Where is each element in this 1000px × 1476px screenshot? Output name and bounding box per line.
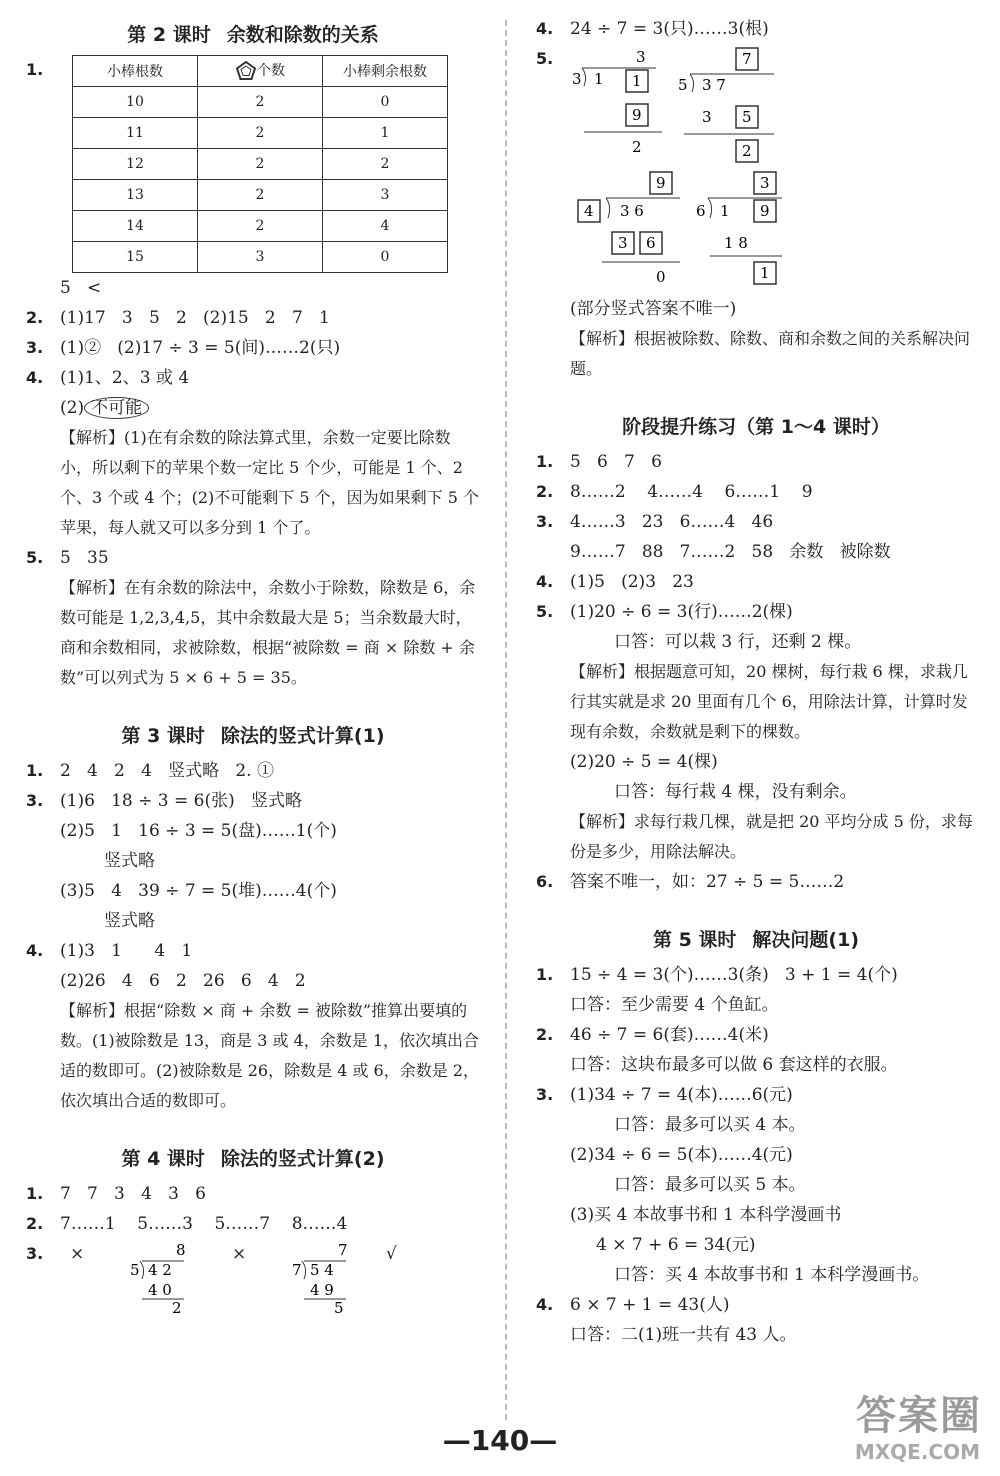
svg-text:3 6: 3 6 <box>620 202 644 220</box>
table-header: 小棒剩余根数 <box>323 56 448 87</box>
stage-q5a: 5. (1)20 ÷ 6 = 3(行)……2(棵) <box>536 602 793 622</box>
lesson4-q5-note: (部分竖式答案不唯一) <box>570 299 737 319</box>
lesson4-q5-explanation: 【解析】根据被除数、除数、商和余数之间的关系解决问题。 <box>570 329 971 378</box>
stage-q2: 2. 8……2 4……4 6……1 9 <box>536 482 813 502</box>
svg-text:4 2: 4 2 <box>148 1261 172 1279</box>
lesson5-q3c: (3)买 4 本故事书和 1 本科学漫画书 <box>570 1205 842 1225</box>
lesson4-heading: 第 4 课时 除法的竖式计算(2) <box>121 1148 385 1170</box>
svg-text:1: 1 <box>632 72 642 90</box>
lesson5-q3c-calc: 4 × 7 + 6 = 34(元) <box>596 1235 756 1255</box>
table-row: 15 3 0 <box>73 242 448 273</box>
lesson3-q4-explanation: 【解析】根据“除数 × 商 + 余数 = 被除数”推算出要填的数。(1)被除数是 13，商是 3 或 4，余数是 1，依次填出合适的数即可。(2)被除数是 26，除数是 4 或 6，余数是 2，依次填出合适的数即可。 <box>60 1001 479 1110</box>
lesson3-q3c: (3)5 4 39 ÷ 7 = 5(堆)……4(个) <box>60 881 337 901</box>
mark-wrong: × <box>232 1244 247 1264</box>
svg-text:9: 9 <box>632 106 642 124</box>
stage-q5a-explanation: 【解析】根据题意可知，20 棵树，每行栽 6 棵，求栽几行其实就是求 20 里面有几个 6，用除法计算，计算时发现有余数，余数就是剩下的棵数。 <box>570 662 968 741</box>
long-division-fill-3 <box>576 170 686 294</box>
lesson2-q5: 5. 5 35 <box>26 548 109 568</box>
lesson4-q2: 2. 7……1 5……3 5……7 8……4 <box>26 1214 348 1234</box>
svg-text:3 7: 3 7 <box>702 76 726 94</box>
lesson5-q3b: (2)34 ÷ 6 = 5(本)……4(元) <box>570 1145 793 1165</box>
lesson3-q3a: 3. (1)6 18 ÷ 3 = 6(张) 竖式略 <box>26 791 302 811</box>
watermark-url: MXQE.COM <box>854 1440 980 1464</box>
stick-table <box>72 55 448 273</box>
stage-q5b: (2)20 ÷ 5 = 4(棵) <box>570 752 718 772</box>
lesson3-q3c-tail: 竖式略 <box>104 911 155 931</box>
lesson5-q3c-answer: 口答：买 4 本故事书和 1 本科学漫画书。 <box>614 1265 930 1285</box>
table-row: 10 2 0 <box>73 87 448 118</box>
lesson3-q4b: (2)26 4 6 2 26 6 4 2 <box>60 971 306 991</box>
table-row: 11 2 1 <box>73 118 448 149</box>
svg-text:1: 1 <box>720 202 730 220</box>
mark-correct: √ <box>386 1244 397 1264</box>
lesson5-q2-answer: 口答：这块布最多可以做 6 套这样的衣服。 <box>570 1055 898 1075</box>
circled-answer: 不可能 <box>84 397 149 419</box>
right-column <box>536 14 976 1350</box>
lesson4-q5: 5. 3 3 1 1 9 2 7 5 3 7 3 5 2 9 4 3 6 3 6 0 3 6 1 9 1 8 1 <box>536 44 976 294</box>
long-division-1 <box>122 1241 192 1317</box>
svg-text:7: 7 <box>338 1241 348 1259</box>
lesson5-q4-answer: 口答：二(1)班一共有 43 人。 <box>570 1325 797 1345</box>
svg-text:1 8: 1 8 <box>724 234 748 252</box>
lesson5-q4: 4. 6 × 7 + 1 = 43(人) <box>536 1295 730 1315</box>
svg-text:9: 9 <box>656 174 666 192</box>
svg-text:1: 1 <box>760 264 770 282</box>
lesson4-q3: 3. × 8 5 4 2 4 0 2 × 7 7 5 4 4 9 5 √ <box>26 1241 397 1317</box>
table-row: 13 2 3 <box>73 180 448 211</box>
stage-q3a: 3. 4……3 23 6……4 46 <box>536 512 774 532</box>
stage-q5b-explanation: 【解析】求每行栽几棵，就是把 20 平均分成 5 份，求每份是多少，用除法解决。 <box>570 812 973 861</box>
lesson5-q3a: 3. (1)34 ÷ 7 = 4(本)……6(元) <box>536 1085 793 1105</box>
lesson3-q3b-tail: 竖式略 <box>104 851 155 871</box>
lesson3-q1: 1. 2 4 2 4 竖式略 2. ① <box>26 761 274 781</box>
stage-q4: 4. (1)5 (2)3 23 <box>536 572 694 592</box>
svg-text:7: 7 <box>292 1261 302 1279</box>
svg-text:6: 6 <box>646 234 656 252</box>
lesson5-q3b-answer: 口答：最多可以买 5 本。 <box>614 1175 806 1195</box>
svg-text:0: 0 <box>656 268 666 286</box>
mark-wrong: × <box>70 1244 85 1264</box>
svg-text:2: 2 <box>742 142 752 160</box>
svg-text:6: 6 <box>696 202 706 220</box>
svg-text:4 0: 4 0 <box>148 1281 172 1299</box>
lesson5-heading: 第 5 课时 解决问题(1) <box>652 929 860 951</box>
svg-text:3: 3 <box>702 108 712 126</box>
long-division-2 <box>284 1241 354 1317</box>
lesson2-q3: 3. (1)② (2)17 ÷ 3 = 5(间)……2(只) <box>26 338 341 358</box>
lesson2-heading: 第 2 课时 余数和除数的关系 <box>127 24 379 46</box>
svg-text:3: 3 <box>636 48 646 66</box>
svg-text:3: 3 <box>572 70 582 88</box>
lesson5-q2: 2. 46 ÷ 7 = 6(套)……4(米) <box>536 1025 769 1045</box>
table-row: 12 2 2 <box>73 149 448 180</box>
stage-q5a-answer: 口答：可以栽 3 行，还剩 2 棵。 <box>614 632 862 652</box>
stage-heading: 阶段提升练习（第 1～4 课时） <box>622 416 890 438</box>
svg-text:2: 2 <box>172 1299 182 1317</box>
svg-text:4 9: 4 9 <box>310 1281 334 1299</box>
svg-text:3: 3 <box>618 234 628 252</box>
table-header: 小棒根数 <box>73 56 198 87</box>
lesson2-q1-tail: 5 < <box>60 278 102 298</box>
lesson5-q3a-answer: 口答：最多可以买 4 本。 <box>614 1115 806 1135</box>
svg-text:5: 5 <box>334 1299 344 1317</box>
lesson3-q4a: 4. (1)3 1 4 1 <box>26 941 193 961</box>
long-division-fill-2 <box>678 46 788 166</box>
lesson4-q4: 4. 24 ÷ 7 = 3(只)……3(根) <box>536 19 769 39</box>
table-header: 个数 <box>198 56 323 87</box>
column-divider <box>505 20 507 1420</box>
lesson5-q1: 1. 15 ÷ 4 = 3(个)……3(条) 3 + 1 = 4(个) <box>536 965 898 985</box>
svg-text:5: 5 <box>678 76 688 94</box>
lesson5-q1-answer: 口答：至少需要 4 个鱼缸。 <box>570 995 779 1015</box>
lesson2-q1: 1. 小棒根数 个数 小棒剩余根数 10 2 0 11 2 1 12 2 2 13 2 3 14 2 4 15 3 0 <box>26 55 480 273</box>
svg-text:7: 7 <box>742 50 752 68</box>
lesson2-q4-explanation: 【解析】(1)在有余数的除法算式里，余数一定要比除数小，所以剩下的苹果个数一定比 5 个少，可能是 1 个、2 个、3 个或 4 个；(2)不可能剩下 5 个，因为如果剩下 5 个苹果，每人就又可以多分到 1 个了。 <box>60 428 479 537</box>
svg-text:9: 9 <box>760 202 770 220</box>
page-number: —140— <box>442 1424 558 1457</box>
stage-q1: 1. 5 6 7 6 <box>536 452 662 472</box>
long-division-fill-1 <box>572 46 672 166</box>
watermark-logo: 答案圈 <box>856 1393 982 1439</box>
svg-text:5 4: 5 4 <box>310 1261 334 1279</box>
lesson2-q5-explanation: 【解析】在有余数的除法中，余数小于除数，除数是 6，余数可能是 1,2,3,4,5，其中余数最大是 5；当余数最大时，商和余数相同，求被除数，根据“被除数 = 商 × 除数 + 余数”可以列式为 5 × 6 + 5 = 35。 <box>60 578 476 687</box>
table-row: 14 2 4 <box>73 211 448 242</box>
lesson3-q3b: (2)5 1 16 ÷ 3 = 5(盘)……1(个) <box>60 821 337 841</box>
pentagon-icon <box>235 60 257 82</box>
svg-text:2: 2 <box>632 138 642 156</box>
svg-text:8: 8 <box>176 1241 186 1259</box>
lesson3-heading: 第 3 课时 除法的竖式计算(1) <box>121 725 385 747</box>
svg-text:4: 4 <box>584 202 594 220</box>
left-column <box>26 14 480 1319</box>
svg-text:3: 3 <box>760 174 770 192</box>
svg-text:5: 5 <box>130 1261 140 1279</box>
lesson2-q2: 2. (1)17 3 5 2 (2)15 2 7 1 <box>26 308 330 328</box>
stage-q5b-answer: 口答：每行栽 4 棵，没有剩余。 <box>614 782 857 802</box>
svg-text:1: 1 <box>594 70 604 88</box>
svg-text:5: 5 <box>742 108 752 126</box>
long-division-fill-4 <box>696 170 806 294</box>
stage-q3b: 9……7 88 7……2 58 余数 被除数 <box>570 542 891 562</box>
lesson4-q1: 1. 7 7 3 4 3 6 <box>26 1184 206 1204</box>
lesson2-q4b: (2) 不可能 <box>26 393 480 423</box>
lesson2-q4a: 4. (1)1、2、3 或 4 <box>26 368 190 388</box>
stage-q6: 6. 答案不唯一，如：27 ÷ 5 = 5……2 <box>536 872 845 892</box>
